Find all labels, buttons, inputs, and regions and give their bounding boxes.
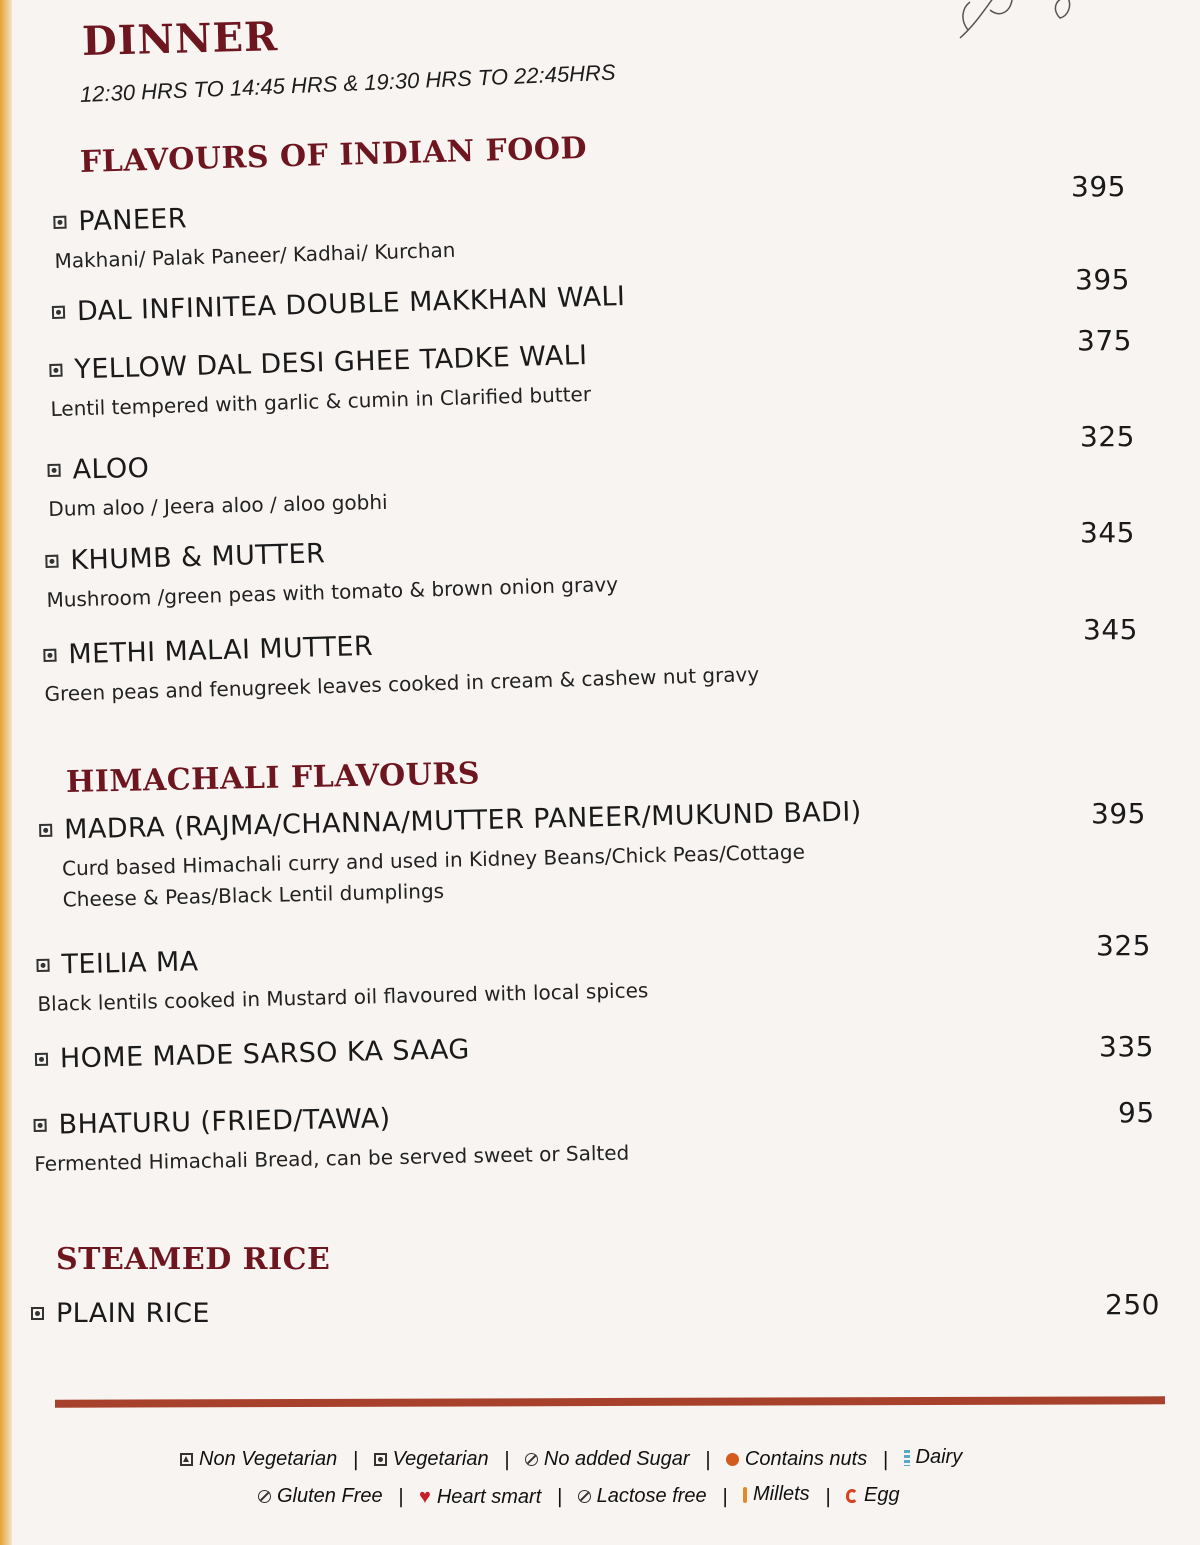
legend-heart-smart: Heart smart — [436, 1485, 542, 1508]
menu-item — [52, 281, 626, 328]
lactose-free-icon — [578, 1490, 591, 1503]
legend-dairy: Dairy — [915, 1446, 963, 1468]
menu-item — [33, 1099, 629, 1180]
veg-icon — [34, 1119, 47, 1132]
veg-icon — [374, 1453, 387, 1466]
veg-icon — [35, 1053, 48, 1066]
item-price: 395 — [1071, 170, 1126, 203]
legend-separator: | — [352, 1448, 359, 1471]
legend-separator: | — [825, 1485, 831, 1508]
section-title-indian: FLAVOURS OF INDIAN FOOD — [79, 130, 588, 180]
item-description-continued: Cheese & Peas/Black Lentil dumplings — [62, 878, 445, 912]
legend-separator: | — [722, 1485, 728, 1508]
veg-icon — [52, 306, 65, 319]
item-price: 345 — [1080, 516, 1135, 549]
item-price: 95 — [1118, 1096, 1155, 1129]
veg-icon — [45, 555, 58, 568]
item-name: ALOO — [72, 452, 150, 486]
legend-separator: | — [556, 1485, 563, 1508]
item-price: 345 — [1083, 613, 1138, 646]
item-price: 375 — [1077, 324, 1132, 357]
legend-nuts: Contains nuts — [744, 1447, 868, 1470]
veg-icon — [36, 959, 49, 972]
item-name: YELLOW DAL DESI GHEE TADKE WALI — [74, 339, 588, 386]
footer-divider — [55, 1396, 1165, 1407]
item-name: BHATURU (FRIED/TAWA) — [58, 1103, 391, 1141]
non-veg-icon — [180, 1453, 193, 1466]
veg-icon — [49, 364, 62, 377]
legend-egg: Egg — [864, 1484, 900, 1506]
egg-icon — [846, 1489, 858, 1503]
menu-item — [53, 196, 456, 277]
menu-item — [45, 530, 618, 616]
millets-icon — [743, 1487, 747, 1503]
no-sugar-icon — [525, 1453, 538, 1466]
item-price: 250 — [1105, 1288, 1160, 1321]
page-edge — [0, 0, 12, 1545]
item-name: DAL INFINITEA DOUBLE MAKKHAN WALI — [76, 280, 626, 328]
dietary-legend-row-2 — [258, 1483, 900, 1509]
section-title-rice: STEAMED RICE — [56, 1242, 331, 1277]
menu-item — [31, 1298, 210, 1329]
item-description: Lentil tempered with garlic & cumin in Clarified butter — [50, 381, 592, 421]
item-name: PLAIN RICE — [56, 1298, 210, 1329]
menu-item — [43, 620, 760, 710]
veg-icon — [53, 216, 66, 229]
item-description: Mushroom /green peas with tomato & brown onion gravy — [46, 572, 619, 612]
menu-item — [35, 1034, 470, 1075]
legend-gluten-free: Gluten Free — [277, 1484, 383, 1507]
section-title-himachali: HIMACHALI FLAVOURS — [65, 756, 481, 800]
item-description: Black lentils cooked in Mustard oil flavoured with local spices — [37, 978, 649, 1016]
legend-millets: Millets — [753, 1483, 810, 1505]
heart-icon: ♥ — [418, 1485, 431, 1508]
legend-lactose-free: Lactose free — [596, 1484, 707, 1507]
legend-separator: | — [882, 1448, 888, 1471]
legend-non-veg: Non Vegetarian — [199, 1447, 338, 1470]
nut-icon — [726, 1453, 739, 1466]
veg-icon — [43, 649, 56, 662]
legend-separator: | — [705, 1448, 711, 1471]
legend-separator: | — [504, 1448, 510, 1471]
item-name: KHUMB & MUTTER — [70, 538, 326, 577]
leaf-doodle-decoration — [940, 0, 1090, 60]
item-price: 335 — [1099, 1030, 1154, 1063]
legend-veg: Vegetarian — [392, 1447, 489, 1470]
page-title: DINNER — [81, 13, 279, 65]
item-price: 395 — [1091, 797, 1146, 830]
item-description: Green peas and fenugreek leaves cooked in cream & cashew nut gravy — [44, 662, 760, 706]
legend-separator: | — [398, 1485, 404, 1508]
dairy-icon — [904, 1450, 910, 1466]
menu-item — [39, 796, 864, 916]
item-name: HOME MADE SARSO KA SAAG — [59, 1034, 471, 1075]
menu-item — [36, 936, 648, 1020]
item-price: 325 — [1080, 420, 1135, 453]
menu-item — [47, 448, 388, 525]
item-description: Makhani/ Palak Paneer/ Kadhai/ Kurchan — [54, 237, 456, 273]
legend-no-sugar: No added Sugar — [543, 1447, 690, 1470]
item-price: 395 — [1075, 263, 1130, 296]
veg-icon — [31, 1307, 44, 1320]
item-name: PANEER — [78, 203, 188, 238]
dietary-legend-row-1 — [180, 1446, 962, 1472]
gluten-free-icon — [258, 1490, 271, 1503]
item-name: METHI MALAI MUTTER — [68, 630, 374, 671]
item-description: Dum aloo / Jeera aloo / aloo gobhi — [48, 489, 388, 521]
service-hours: 12:30 HRS TO 14:45 HRS & 19:30 HRS TO 22:45HRS — [79, 59, 617, 107]
item-price: 325 — [1096, 929, 1151, 962]
item-description: Fermented Himachali Bread, can be served sweet or Salted — [34, 1140, 630, 1176]
veg-icon — [47, 464, 60, 477]
veg-icon — [39, 824, 52, 837]
item-description: Curd based Himachali curry and used in Kidney Beans/Chick Peas/Cottage — [61, 839, 806, 881]
item-name: TEILIA MA — [61, 946, 199, 981]
menu-item — [49, 340, 591, 425]
item-name: MADRA (RAJMA/CHANNA/MUTTER PANEER/MUKUND BADI) — [63, 796, 862, 846]
